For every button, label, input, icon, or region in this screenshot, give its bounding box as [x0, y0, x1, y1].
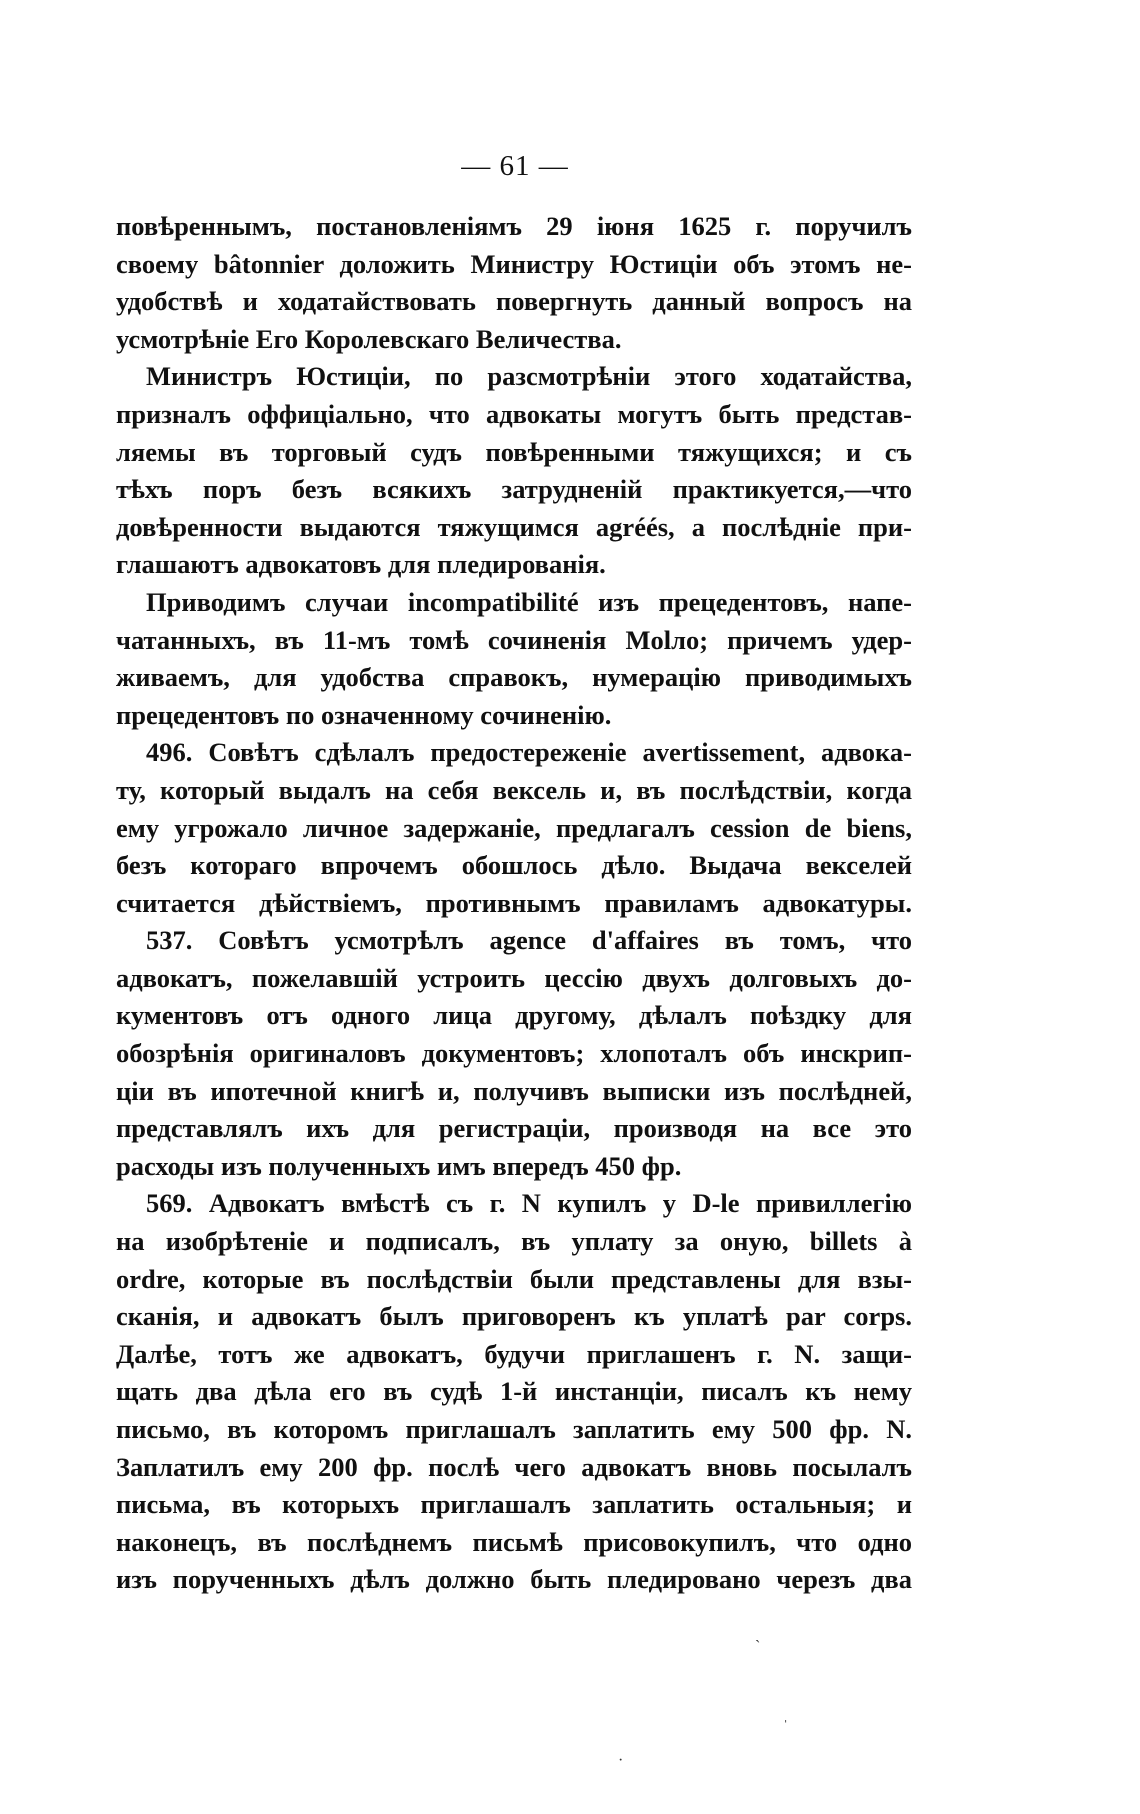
text-line: живаемъ, для удобства справокъ, нумерацію приводимыхъ [116, 662, 912, 693]
text-line: чатанныхъ, въ 11-мъ томѣ сочиненія Molло; причемъ удер- [116, 624, 912, 655]
paragraph-2 [116, 358, 912, 584]
text-line: Приводимъ случаи incompatibilité изъ прецедентовъ, напе- [146, 586, 912, 617]
paragraph-569 [116, 1185, 912, 1599]
text-body [116, 208, 912, 1599]
text-line: письма, въ которыхъ приглашалъ заплатить остальныя; и [116, 1489, 912, 1520]
text-line: повѣреннымъ, постановленіямъ 29 іюня 1625 г. поручилъ [116, 211, 912, 241]
text-line: ляемы въ торговый судъ повѣренными тяжущихся; и съ [116, 436, 912, 467]
text-line: своему bâtonnier доложить Министру Юстиціи объ этомъ не- [116, 248, 912, 279]
text-line: расходы изъ полученныхъ имъ впередъ 450 фр. [116, 1150, 682, 1181]
text-line: письмо, въ которомъ приглашалъ заплатить ему 500 фр. N. [116, 1414, 912, 1444]
text-line: усмотрѣніе Его Королевскаго Величества. [116, 323, 622, 354]
text-line: представлялъ ихъ для регистраціи, производя на все это [116, 1113, 912, 1144]
paragraph-3 [116, 584, 912, 734]
paragraph-537 [116, 922, 912, 1185]
text-line: щать два дѣла его въ судѣ 1-й инстанціи, писалъ къ нему [116, 1376, 912, 1407]
text-line: Заплатилъ ему 200 фр. послѣ чего адвокатъ вновь посылалъ [116, 1451, 912, 1482]
text-line: ordre, которые въ послѣдствіи были представлены для взы- [116, 1263, 912, 1294]
text-line: наконецъ, въ послѣднемъ письмѣ присовокупилъ, что одно [116, 1526, 912, 1557]
page-number: — 61 — [461, 150, 569, 182]
text-line: ту, который выдалъ на себя вексель и, въ послѣдствіи, когда [116, 774, 912, 805]
scan-speck: ˈ [783, 1718, 789, 1735]
text-line: тѣхъ поръ безъ всякихъ затрудненій практикуется,—что [116, 474, 912, 505]
text-line: кументовъ отъ одного лица другому, дѣлалъ поѣздку для [116, 1000, 912, 1031]
text-line: 537. Совѣтъ усмотрѣлъ agence d'affaires въ томъ, что [146, 925, 912, 956]
text-line: сканія, и адвокатъ былъ приговоренъ къ уплатѣ par corps. [116, 1301, 912, 1332]
text-line: на изобрѣтеніе и подписалъ, въ уплату за оную, billets à [116, 1226, 912, 1257]
text-line: адвокатъ, пожелавшій устроить цессію двухъ долговыхъ до- [116, 962, 912, 993]
text-line: призналъ оффиціально, что адвокаты могутъ быть представ- [116, 398, 912, 429]
scan-speck: ˋ [755, 1638, 761, 1655]
text-line: считается дѣйствіемъ, противнымъ правиламъ адвокатуры. [116, 887, 912, 918]
text-line: ціи въ ипотечной книгѣ и, получивъ выписки изъ послѣдней, [116, 1075, 912, 1106]
text-line: Министръ Юстиціи, по разсмотрѣніи этого ходатайства, [146, 361, 912, 392]
paragraph-496 [116, 734, 912, 922]
text-line: довѣренности выдаются тяжущимся agréés, а послѣдніе при- [116, 511, 912, 542]
text-line: прецедентовъ по означенному сочиненію. [116, 699, 612, 730]
text-line: 496. Совѣтъ сдѣлалъ предостереженіе avertissement, адвока- [146, 737, 912, 768]
text-line: обозрѣнія оригиналовъ документовъ; хлопоталъ объ инскрип- [116, 1038, 912, 1069]
text-line: ему угрожало личное задержаніе, предлагалъ cession de biens, [116, 812, 912, 843]
text-line: удобствѣ и ходатайствовать повергнуть данный вопросъ на [116, 286, 912, 317]
text-line: безъ котораго впрочемъ обошлось дѣло. Выдача векселей [116, 850, 912, 881]
text-line: изъ порученныхъ дѣлъ должно быть пледировано черезъ два [116, 1564, 912, 1595]
text-line: 569. Адвокатъ вмѣстѣ съ г. N купилъ у D-le привиллегію [146, 1188, 912, 1219]
text-line: глашаютъ адвокатовъ для пледированія. [116, 549, 606, 580]
paragraph-1 [116, 208, 912, 358]
text-line: Далѣе, тотъ же адвокатъ, будучи приглашенъ г. N. защи- [116, 1338, 912, 1369]
scan-speck: · [618, 1752, 624, 1769]
